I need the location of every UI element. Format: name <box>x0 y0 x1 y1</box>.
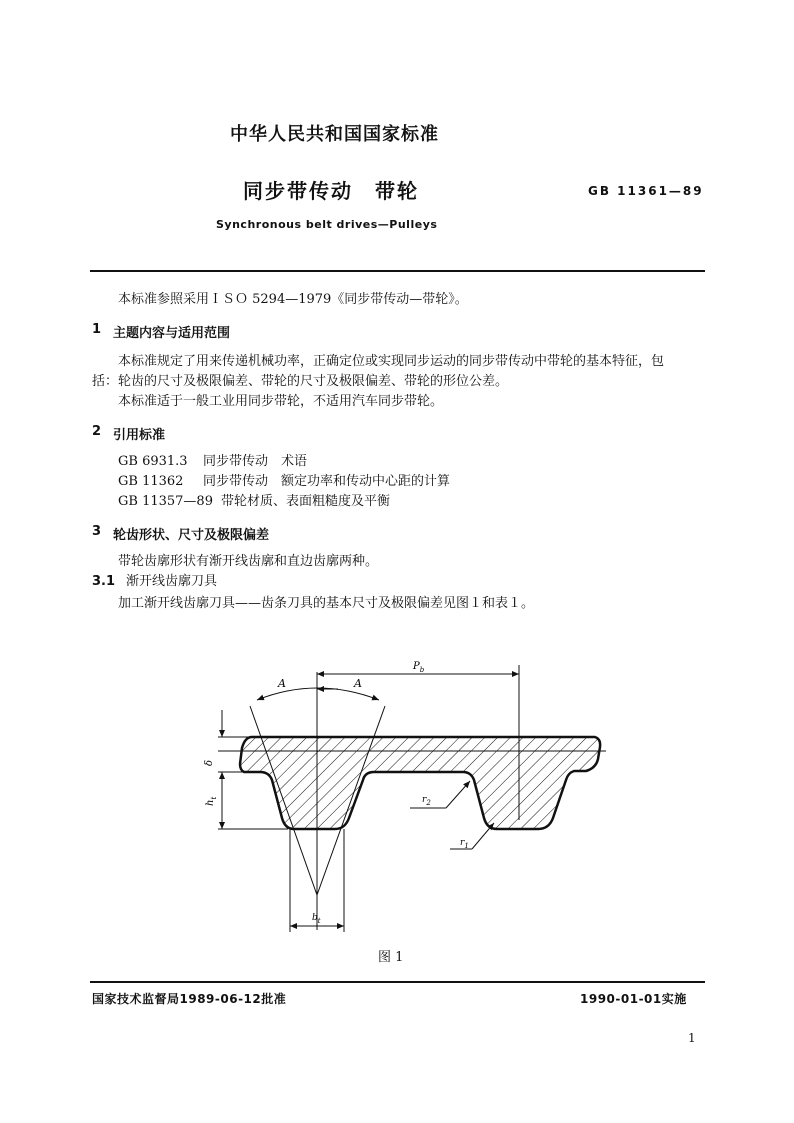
subsection-3-1-number: 3.1 <box>92 574 116 589</box>
standard-number: GB 11361—89 <box>588 184 704 198</box>
section-1-paragraph-line1: 本标准规定了用来传递机械功率，正确定位或实现同步运动的同步带传动中带轮的基本特征，包 <box>118 354 665 369</box>
section-1-title: 主题内容与适用范围 <box>113 326 231 341</box>
figure-caption: 图 1 <box>378 950 404 965</box>
label-bt: $b_t$ <box>312 913 321 925</box>
document-title: 同步带传动 带轮 <box>243 179 419 203</box>
approval-date: 国家技术监督局1989-06-12批准 <box>92 992 287 1006</box>
org-title: 中华人民共和国国家标准 <box>230 124 439 145</box>
label-r2: $r_2$ <box>422 795 431 807</box>
effective-date: 1990-01-01实施 <box>580 992 687 1006</box>
reference-code: GB 6931.3 <box>118 454 188 469</box>
section-1-paragraph-line2: 括：轮齿的尺寸及极限偏差、带轮的尺寸及极限偏差、带轮的形位公差。 <box>92 374 509 389</box>
section-1-paragraph-2: 本标准适于一般工业用同步带轮，不适用汽车同步带轮。 <box>118 394 444 409</box>
label-angle-a-right: A <box>354 677 362 690</box>
section-3-paragraph: 带轮齿廓形状有渐开线齿廓和直边齿廓两种。 <box>118 554 379 569</box>
label-angle-a-left: A <box>278 677 286 690</box>
subsection-3-1-paragraph: 加工渐开线齿廓刀具——齿条刀具的基本尺寸及极限偏差见图１和表１。 <box>118 596 535 611</box>
section-2-number: 2 <box>92 424 102 439</box>
english-title: Synchronous belt drives—Pulleys <box>216 218 438 231</box>
reference-name: 同步带传动 术语 <box>203 454 308 469</box>
section-3-number: 3 <box>92 524 102 539</box>
section-1-number: 1 <box>92 322 102 337</box>
label-ht: $h_t$ <box>205 796 218 806</box>
footer-divider <box>90 981 705 983</box>
label-delta: δ <box>204 759 215 766</box>
reference-name: 同步带传动 额定功率和传动中心距的计算 <box>203 474 451 489</box>
intro-paragraph: 本标准参照采用ＩＳＯ 5294—1979《同步带传动—带轮》。 <box>118 292 468 307</box>
reference-name: 带轮材质、表面粗糙度及平衡 <box>221 494 391 509</box>
subsection-3-1-title: 渐开线齿廓刀具 <box>126 574 218 589</box>
section-3-title: 轮齿形状、尺寸及极限偏差 <box>113 528 270 543</box>
label-r1: $r_1$ <box>460 838 469 850</box>
section-2-title: 引用标准 <box>113 428 166 443</box>
page-number: 1 <box>688 1031 696 1045</box>
reference-code: GB 11362 <box>118 474 184 489</box>
label-pb: $P_b$ <box>413 661 425 674</box>
reference-code: GB 11357—89 <box>118 494 213 509</box>
